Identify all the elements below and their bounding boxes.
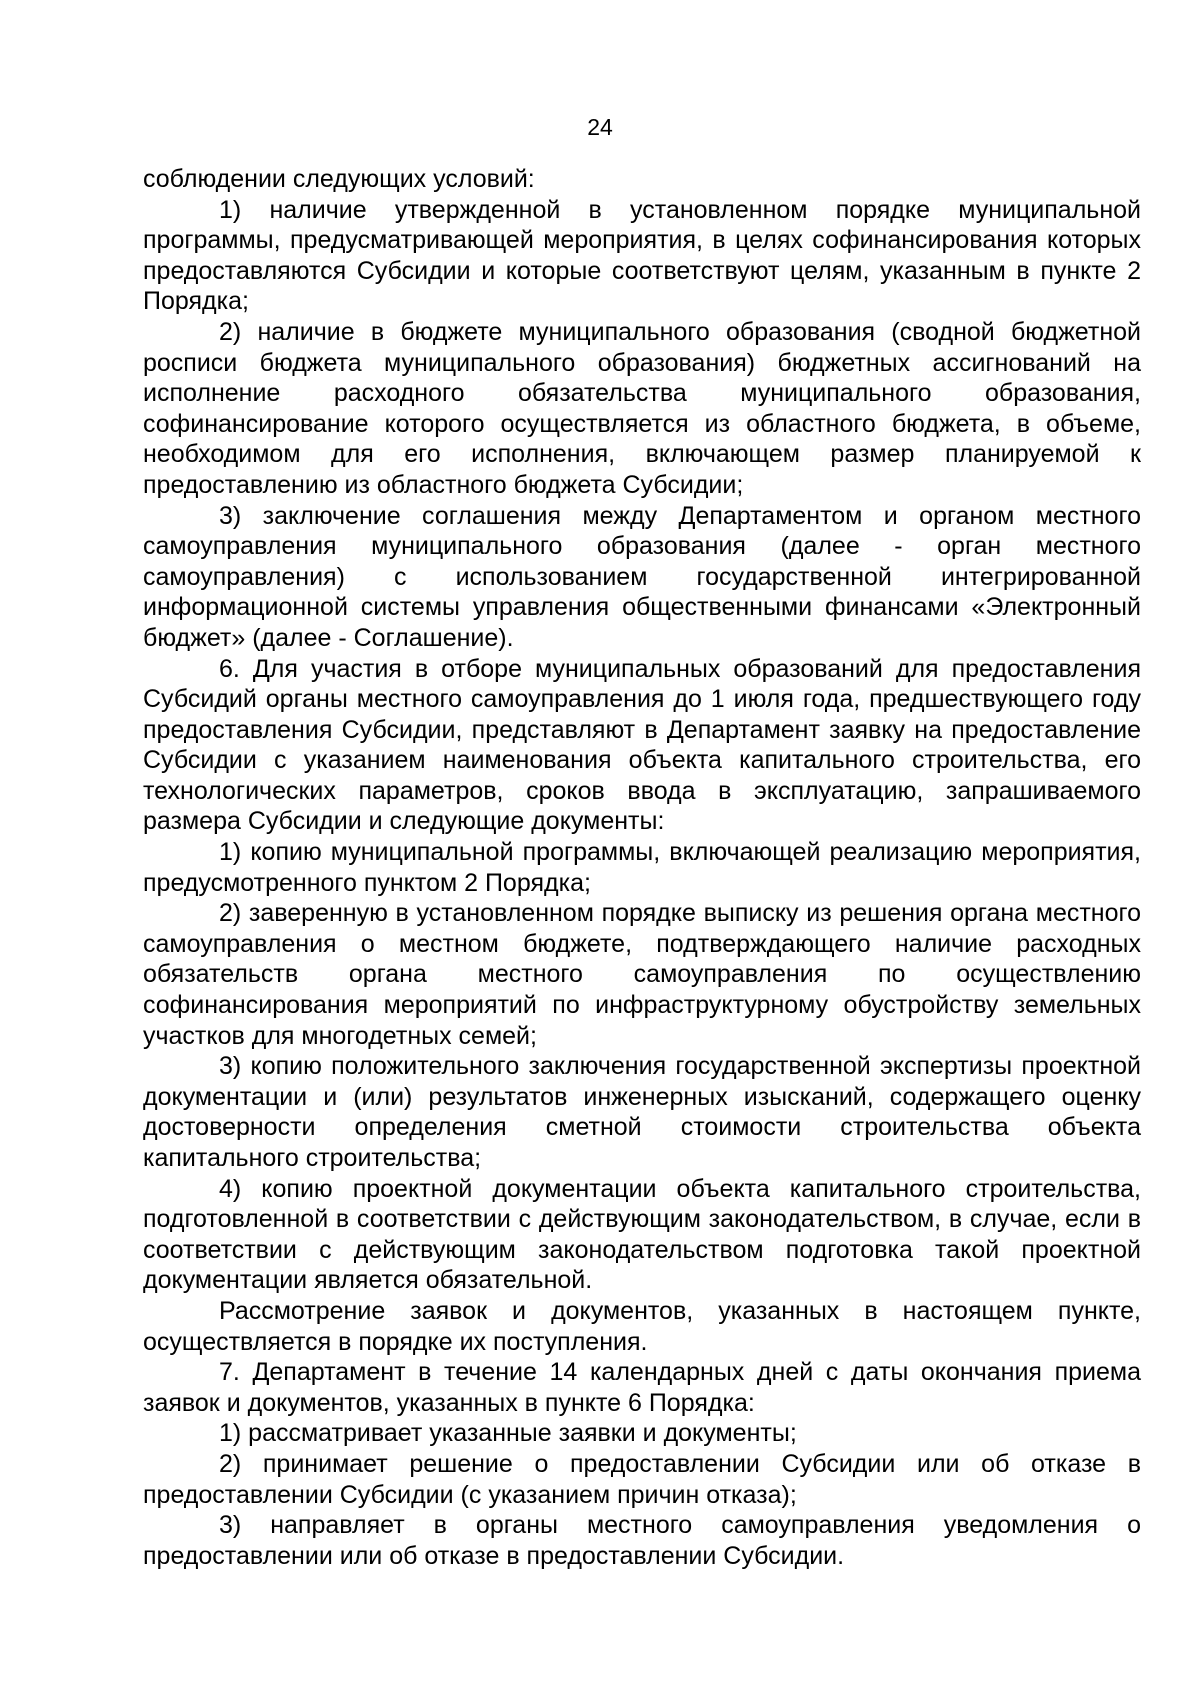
paragraph-section-6: 6. Для участия в отборе муниципальных образований для предоставления Субсидий органы местного самоуправления до 1 июля года, предшествующего году предоставления Субсидии, представляют в Департамент заявку на предоставление Субсидии с указанием наименования объекта капитального строительства, его технологических параметров, сроков ввода в эксплуатацию, запрашиваемого размера Субсидии и следующие документы: xyxy=(143,654,1141,836)
paragraph-document-1: 1) копию муниципальной программы, включающей реализацию мероприятия, предусмотренного пунктом 2 Порядка; xyxy=(143,838,1141,897)
paragraph-document-2: 2) заверенную в установленном порядке выписку из решения органа местного самоуправления о местном бюджете, подтверждающего наличие расходных обязательств органа местного самоуправления по осуществлению софинансирования мероприятий по инфраструктурному обустройству земельных участков для многодетных семей; xyxy=(143,899,1141,1050)
paragraph-condition-1: 1) наличие утвержденной в установленном порядке муниципальной программы, предусматривающей мероприятия, в целях софинансирования которых предоставляются Субсидии и которые соответствуют целям, указанным в пункте 2 Порядка; xyxy=(143,195,1141,316)
page-number: 24 xyxy=(587,114,613,140)
paragraph-document-4: 4) копию проектной документации объекта капитального строительства, подготовленной в соответствии с действующим законодательством, в случае, если в соответствии с действующим законодательством подготовка такой проектной документации является обязательной. xyxy=(143,1174,1141,1295)
paragraph-action-2: 2) принимает решение о предоставлении Субсидии или об отказе в предоставлении Субсидии (с указанием причин отказа); xyxy=(143,1449,1141,1509)
paragraph-condition-2: 2) наличие в бюджете муниципального образования (сводной бюджетной росписи бюджета муниципального образования) бюджетных ассигнований на исполнение расходного обязательства муниципального образования, софинансирование которого осуществляется из областного бюджета, в объеме, необходимом для его исполнения, включающем размер планируемой к предоставлению из областного бюджета Субсидии; xyxy=(143,317,1141,499)
paragraph-action-3: 3) направляет в органы местного самоуправления уведомления о предоставлении или об отказе в предоставлении Субсидии. xyxy=(143,1511,1141,1570)
paragraph-document-3: 3) копию положительного заключения государственной экспертизы проектной документации и (или) результатов инженерных изысканий, содержащего оценку достоверности определения сметной стоимости строительства объекта капитального строительства; xyxy=(143,1052,1141,1172)
paragraph-review-order: Рассмотрение заявок и документов, указанных в настоящем пункте, осуществляется в порядке их поступления. xyxy=(143,1296,1141,1356)
document-body xyxy=(143,164,1141,1571)
paragraph-action-1: 1) рассматривает указанные заявки и документы; xyxy=(219,1419,797,1448)
paragraph-conditions-intro: соблюдении следующих условий: xyxy=(143,165,535,193)
paragraph-section-7: 7. Департамент в течение 14 календарных дней с даты окончания приема заявок и документов, указанных в пункте 6 Порядка: xyxy=(143,1358,1141,1417)
paragraph-condition-3: 3) заключение соглашения между Департаментом и органом местного самоуправления муниципального образования (далее - орган местного самоуправления) с использованием государственной интегрированной информационной системы управления общественными финансами «Электронный бюджет» (далее - Соглашение). xyxy=(143,501,1141,652)
